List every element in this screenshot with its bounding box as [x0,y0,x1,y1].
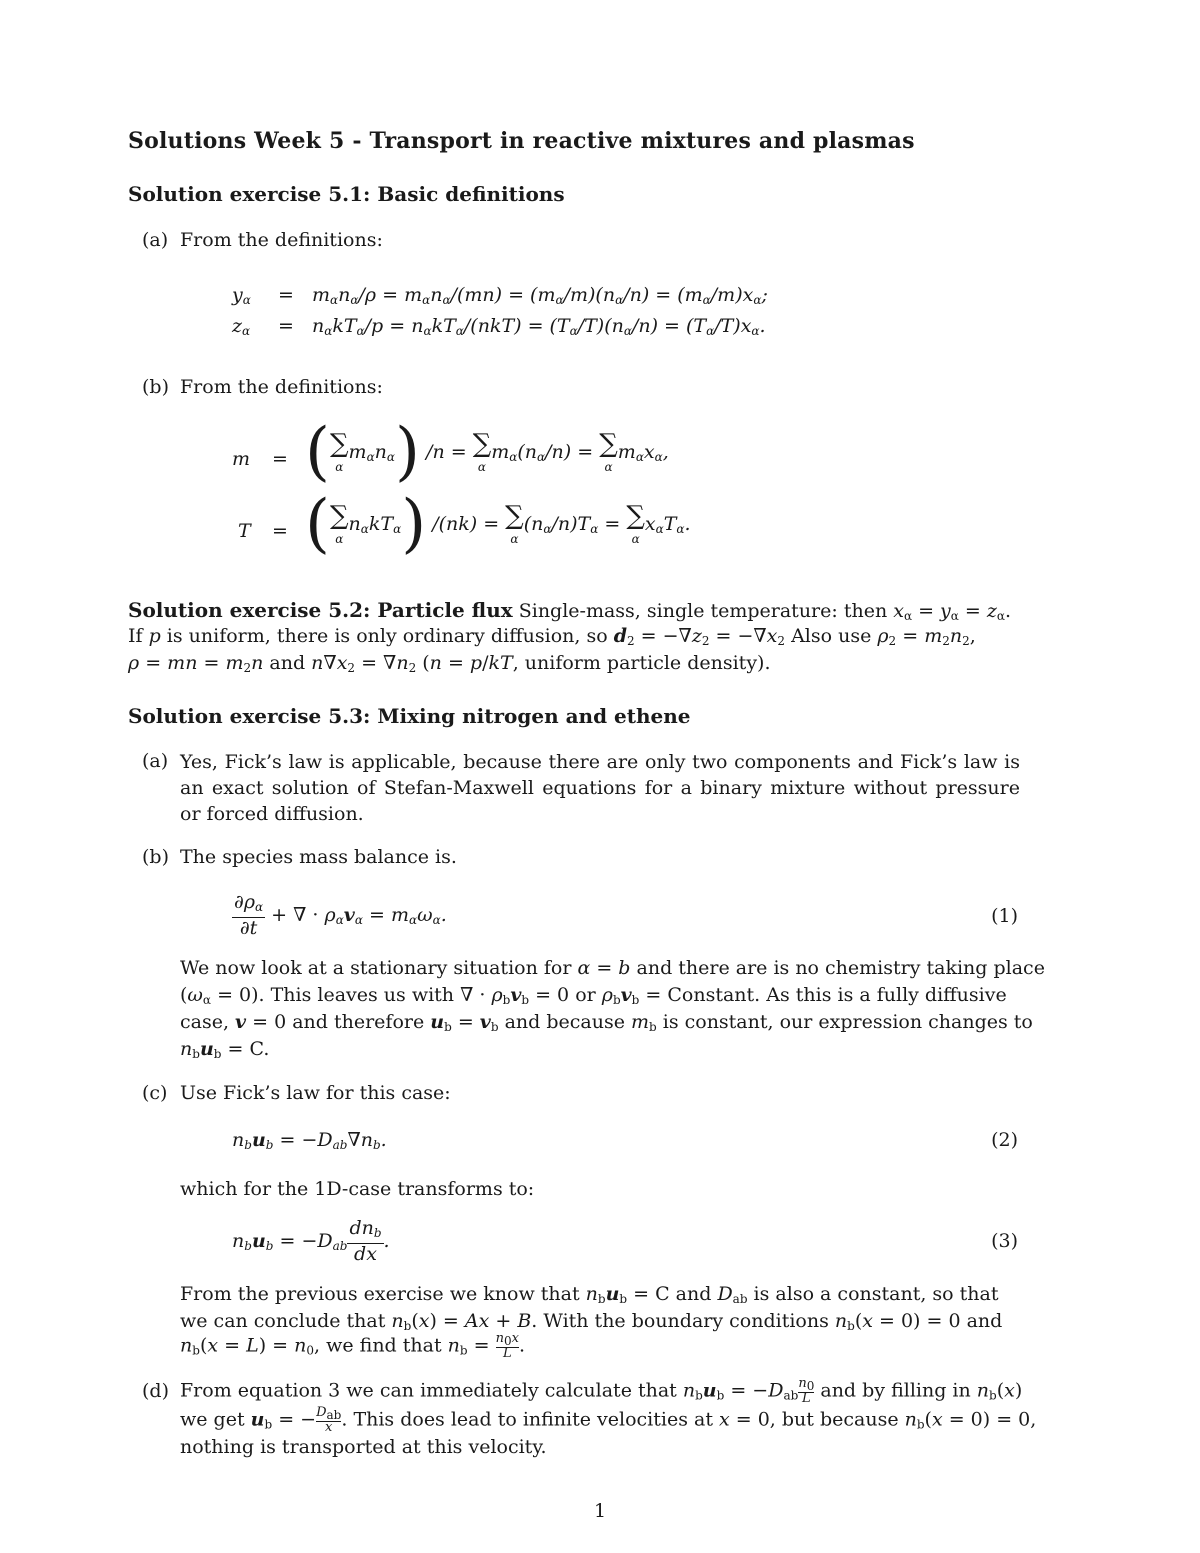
paragraph-line: which for the 1D-case transforms to: [180,1178,535,1200]
paragraph-line: $(\omega_\alpha = 0)$. This leaves us with ∇ · $\rho_bv_b = 0$ or $\rho_bv_b$ = Constant. As this is a fully diffusive [180,984,1007,1007]
section-heading-5-3: Solution exercise 5.3: Mixing nitrogen and ethene [128,704,691,728]
item-text-a: From the definitions: [180,229,383,251]
section-5-2-line-1: Solution exercise 5.2: Particle flux Single-mass, single temperature: then $x_\alpha = y_\alpha = z_\alpha$. [128,598,1012,623]
paragraph-line: We now look at a stationary situation for α = b and there are is no chemistry taking place [180,957,1045,979]
page-number: 1 [593,1500,607,1522]
paragraph-line: we can conclude that $n_b(x) = Ax + B$. With the boundary conditions $n_b(x = 0) = 0$ and [180,1310,1003,1333]
equation-1: $\frac{\partial\rho_\alpha}{\partial t}$ + ∇ · $\rho_\alpha v_\alpha = m_\alpha\omega_\alpha$. [234,891,447,939]
equation-2: $n_bu_b = -D_{ab}\nabla n_b$. [232,1129,387,1152]
section-5-2-line-2: If p is uniform, there is only ordinary diffusion, so $d_2 = -\nabla z_2 = -\nabla x_2$ Also use $\rho_2 = m_2n_2$, [128,625,976,648]
eq-m-rhs: ( ∑ α $m_\alpha n_\alpha$) /n = ∑ α $m_\alpha(n_\alpha/n)$ = ∑ α $m_\alpha x_\alpha$, [305,415,669,489]
paragraph-line: From equation 3 we can immediately calculate that $n_bu_b = -D_{ab}$ $\frac{n_0}{L}$ and by filling in $n_b(x)$ [180,1376,1023,1406]
item-label-b: (b) [142,846,169,868]
item-label-b: (b) [142,376,169,398]
item-text-b: From the definitions: [180,376,383,398]
item-label-d: (d) [142,1380,169,1402]
eq-equals: = [272,448,288,470]
eq-equals: = [278,315,294,337]
eq-T-lhs: T [238,520,251,542]
paragraph-line: nothing is transported at this velocity. [180,1436,547,1458]
eq-equals: = [272,520,288,542]
item-label-a: (a) [142,229,169,251]
eq-m-lhs: m [232,448,251,470]
equation-3: $n_bu_b = -D_{ab}$ $\frac{dn_b}{dx}$ . [232,1217,390,1265]
paragraph-line: $n_bu_b = C$. [180,1038,270,1061]
page-title: Solutions Week 5 - Transport in reactive mixtures and plasmas [128,128,915,154]
equation-number-2: (2) [991,1129,1018,1151]
item-label-a: (a) [142,750,169,772]
equation-number-1: (1) [991,905,1018,927]
eq-T-rhs: ( ∑ α $n_\alpha kT_\alpha$) /(nk) = ∑ α $(n_\alpha/n)T_\alpha$ = ∑ α $x_\alpha T_\alpha$. [305,487,691,561]
section-heading-5-1: Solution exercise 5.1: Basic definitions [128,182,565,206]
eq-y-rhs: $m_\alpha n_\alpha/\rho = m_\alpha n_\alpha/(mn) = (m_\alpha/m)(n_\alpha/n) = (m_\alpha/m)x_\alpha$; [312,284,768,307]
eq-equals: = [278,284,294,306]
paragraph-line: $n_b(x = L) = n_0$, we find that $n_b$ = $\frac{n_0x}{L}$ . [180,1331,525,1361]
item-label-c: (c) [142,1082,168,1104]
equation-number-3: (3) [991,1230,1018,1252]
paragraph-line: we get $u_b$ = − $D_{ab}$ x . This does lead to infinite velocities at x = 0, but because $n_b(x = 0) = 0$, [180,1405,1037,1435]
section-5-2-line-3: ρ = mn = $m_2n$ and $n\nabla x_2 = \nabla n_2$ (n = p/kT, uniform particle density). [128,652,771,675]
paragraph-line: From the previous exercise we know that $n_bu_b = C$ and $D_{ab}$ is also a constant, so that [180,1283,999,1306]
paragraph-line: case, v = 0 and therefore $u_b = v_b$ and because $m_b$ is constant, our expression changes to [180,1011,1033,1034]
eq-z-rhs: $n_\alpha kT_\alpha/p = n_\alpha kT_\alpha/(nkT) = (T_\alpha/T)(n_\alpha/n) = (T_\alpha/T)x_\alpha$. [312,315,766,338]
item-text-c: Use Fick’s law for this case: [180,1082,451,1104]
eq-z-lhs: $z_\alpha$ [232,315,251,338]
item-text-a: Yes, Fick’s law is applicable, because there are only two components and Fick’s law is an exact solution of Stefan-Maxwell equations for a binary mixture without pressure or forced diffusion. [180,751,1020,825]
item-text-b: The species mass balance is. [180,846,457,868]
eq-y-lhs: $y_\alpha$ [232,284,251,307]
section-heading-5-2: Solution exercise 5.2: Particle flux [128,598,513,622]
